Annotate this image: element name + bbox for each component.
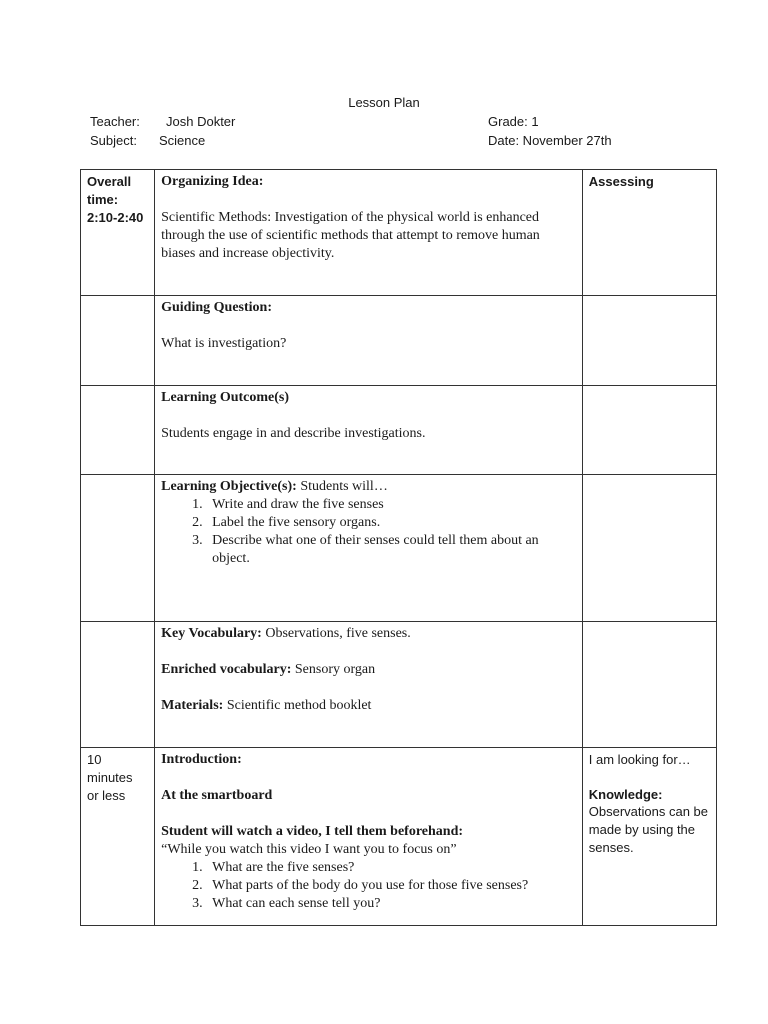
assessing-heading: Assessing [588,174,654,189]
time-cell [81,475,155,622]
assessing-cell [582,748,716,926]
date-field: Date: November 27th [488,133,612,148]
assessing-cell [582,296,716,386]
list-item: 3. What can each sense tell you? [206,895,576,913]
question-list [161,859,576,913]
organizing-idea-heading: Organizing Idea: [161,174,264,189]
table-row [81,386,717,475]
teacher-name: Josh Dokter [166,114,236,129]
subject-value: Science [159,133,206,148]
lesson-plan-table [80,169,717,926]
assessing-cell [582,386,716,475]
materials-label: Materials: [161,698,224,713]
assessing-cell [582,622,716,748]
content-cell [155,748,583,926]
time-cell [81,296,155,386]
key-vocabulary-text: Observations, five senses. [261,626,411,641]
content-cell [155,170,583,296]
list-item: 3. Describe what one of their senses could tell them about an object. [206,532,576,568]
time-cell [81,622,155,748]
guiding-question-text: What is investigation? [161,336,287,351]
enriched-vocabulary-label: Enriched vocabulary: [161,662,292,677]
guiding-question-heading: Guiding Question: [161,300,272,315]
content-cell [155,622,583,748]
introduction-time: 10 minutes or less [87,752,133,803]
materials-text: Scientific method booklet [223,698,372,713]
list-item: 2. Label the five sensory organs. [206,514,576,532]
time-cell [81,170,155,296]
instruction-text: Student will watch a video, I tell them beforehand: [161,824,464,839]
subject-label: Subject: [90,133,137,148]
table-row [81,622,717,748]
overall-time: Overall time: 2:10-2:40 [87,174,144,225]
learning-outcome-heading: Learning Outcome(s) [161,390,290,405]
content-cell [155,296,583,386]
list-item: 1. Write and draw the five senses [206,496,576,514]
content-cell [155,475,583,622]
table-row [81,475,717,622]
looking-for-text: I am looking for… [588,752,691,767]
assessing-cell [582,475,716,622]
location-heading: At the smartboard [161,788,273,803]
knowledge-text: Observations can be made by using the senses. [588,804,709,855]
teacher-label: Teacher: [90,114,140,129]
organizing-idea-text: Scientific Methods: Investigation of the physical world is enhanced through the use of scientific methods that attempt to remove human biases and increase objectivity. [161,210,540,261]
table-row [81,296,717,386]
introduction-heading: Introduction: [161,752,242,767]
quote-text: “While you watch this video I want you to focus on” [161,842,457,857]
list-item: 2. What parts of the body do you use for those five senses? [206,877,576,895]
content-cell [155,386,583,475]
learning-outcome-text: Students engage in and describe investigations. [161,426,426,441]
key-vocabulary-label: Key Vocabulary: [161,626,262,641]
learning-objective-intro: Students will… [296,479,388,494]
time-cell [81,748,155,926]
grade-field: Grade: 1 [488,114,539,129]
list-item: 1. What are the five senses? [206,859,576,877]
objective-list [161,496,576,568]
knowledge-label: Knowledge: [588,787,663,802]
table-row [81,170,717,296]
document-title: Lesson Plan [348,95,420,110]
table-row [81,748,717,926]
assessing-cell [582,170,716,296]
enriched-vocabulary-text: Sensory organ [291,662,376,677]
time-cell [81,386,155,475]
learning-objective-heading: Learning Objective(s): [161,479,297,494]
